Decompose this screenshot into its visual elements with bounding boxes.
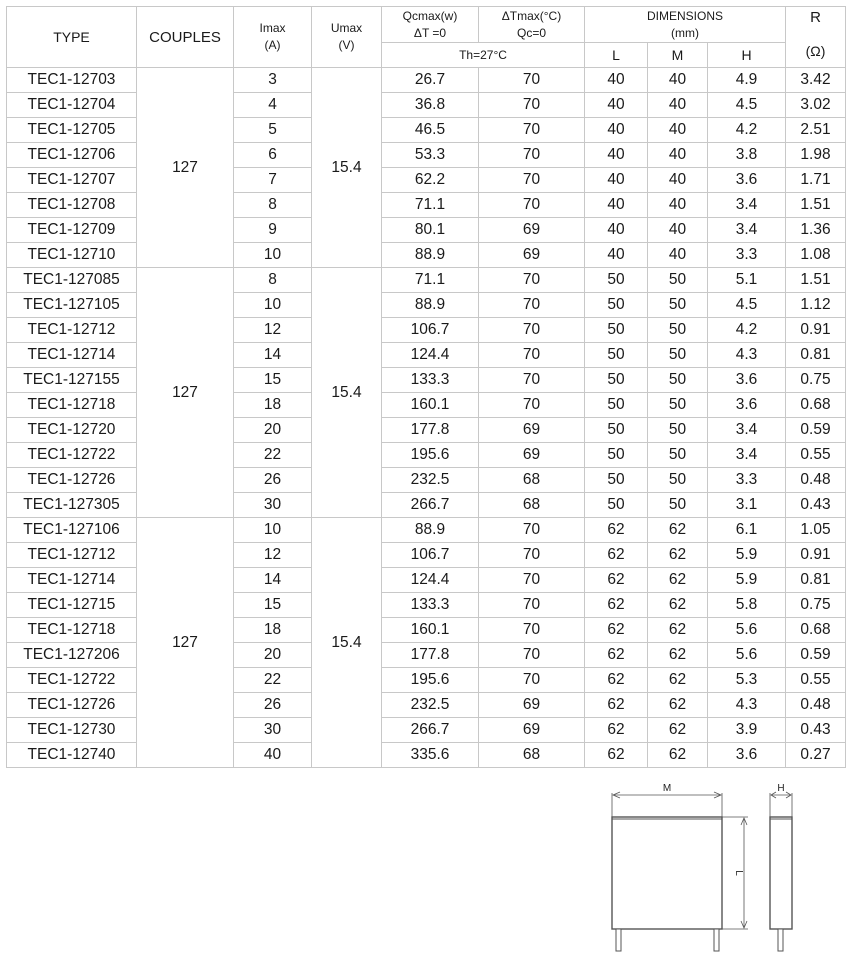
cell-r: 0.81 <box>786 568 846 593</box>
table-row <box>7 168 846 193</box>
cell-qcmax: 195.6 <box>382 443 479 468</box>
cell-qcmax: 266.7 <box>382 718 479 743</box>
cell-h: 4.5 <box>708 293 786 318</box>
cell-dtmax: 70 <box>479 643 585 668</box>
cell-umax: 15.4 <box>312 68 382 268</box>
cell-h: 3.3 <box>708 243 786 268</box>
cell-l: 62 <box>585 518 648 543</box>
cell-qcmax: 160.1 <box>382 618 479 643</box>
cell-h: 4.2 <box>708 118 786 143</box>
cell-h: 3.4 <box>708 193 786 218</box>
cell-h: 5.3 <box>708 668 786 693</box>
header-r-unit: (Ω) <box>805 43 826 59</box>
cell-type: TEC1-12707 <box>7 168 137 193</box>
lead-wire-right <box>714 929 719 951</box>
cell-r: 0.27 <box>786 743 846 768</box>
cell-type: TEC1-12708 <box>7 193 137 218</box>
cell-qcmax: 88.9 <box>382 243 479 268</box>
cell-r: 1.51 <box>786 268 846 293</box>
cell-r: 0.91 <box>786 318 846 343</box>
table-row <box>7 268 846 293</box>
table-header <box>7 7 846 68</box>
cell-imax: 20 <box>234 418 312 443</box>
cell-h: 3.6 <box>708 168 786 193</box>
cell-umax: 15.4 <box>312 518 382 768</box>
cell-m: 62 <box>648 568 708 593</box>
cell-l: 62 <box>585 643 648 668</box>
cell-umax: 15.4 <box>312 268 382 518</box>
cell-dtmax: 69 <box>479 443 585 468</box>
cell-imax: 4 <box>234 93 312 118</box>
header-dtmax <box>479 7 585 43</box>
cell-r: 0.43 <box>786 493 846 518</box>
table-row <box>7 343 846 368</box>
cell-type: TEC1-12722 <box>7 443 137 468</box>
cell-type: TEC1-12710 <box>7 243 137 268</box>
cell-type: TEC1-12712 <box>7 318 137 343</box>
cell-r: 1.36 <box>786 218 846 243</box>
cell-dtmax: 70 <box>479 618 585 643</box>
table-row <box>7 593 846 618</box>
header-umax-label: Umax <box>330 21 363 35</box>
cell-imax: 12 <box>234 318 312 343</box>
cell-l: 62 <box>585 668 648 693</box>
header-th-condition: Th=27°C <box>382 43 585 68</box>
cell-r: 0.81 <box>786 343 846 368</box>
cell-type: TEC1-12718 <box>7 393 137 418</box>
cell-l: 62 <box>585 593 648 618</box>
cell-qcmax: 71.1 <box>382 268 479 293</box>
table-row <box>7 243 846 268</box>
cell-dtmax: 70 <box>479 668 585 693</box>
cell-qcmax: 88.9 <box>382 518 479 543</box>
cell-l: 40 <box>585 243 648 268</box>
cell-imax: 10 <box>234 293 312 318</box>
cell-m: 40 <box>648 93 708 118</box>
cell-r: 0.55 <box>786 668 846 693</box>
table-row <box>7 693 846 718</box>
table-row <box>7 218 846 243</box>
table-row <box>7 543 846 568</box>
cell-dtmax: 70 <box>479 568 585 593</box>
cell-h: 5.9 <box>708 568 786 593</box>
cell-m: 62 <box>648 668 708 693</box>
cell-l: 40 <box>585 168 648 193</box>
cell-type: TEC1-127106 <box>7 518 137 543</box>
header-qcmax <box>382 7 479 43</box>
cell-r: 0.48 <box>786 693 846 718</box>
header-r <box>786 7 846 68</box>
cell-qcmax: 46.5 <box>382 118 479 143</box>
lead-wire-left <box>616 929 621 951</box>
cell-type: TEC1-12730 <box>7 718 137 743</box>
cell-m: 62 <box>648 518 708 543</box>
table-row <box>7 418 846 443</box>
cell-r: 2.51 <box>786 118 846 143</box>
cell-dtmax: 69 <box>479 718 585 743</box>
cell-dtmax: 70 <box>479 93 585 118</box>
cell-m: 50 <box>648 493 708 518</box>
cell-imax: 22 <box>234 668 312 693</box>
table-row <box>7 718 846 743</box>
cell-h: 3.6 <box>708 368 786 393</box>
cell-type: TEC1-12726 <box>7 693 137 718</box>
cell-dtmax: 70 <box>479 393 585 418</box>
cell-h: 3.4 <box>708 443 786 468</box>
label-l: L <box>733 870 744 876</box>
cell-m: 40 <box>648 68 708 93</box>
cell-h: 3.1 <box>708 493 786 518</box>
cell-imax: 26 <box>234 468 312 493</box>
cell-r: 0.68 <box>786 393 846 418</box>
cell-m: 40 <box>648 243 708 268</box>
cell-l: 50 <box>585 293 648 318</box>
cell-dtmax: 70 <box>479 143 585 168</box>
cell-imax: 15 <box>234 368 312 393</box>
cell-dtmax: 70 <box>479 168 585 193</box>
cell-imax: 15 <box>234 593 312 618</box>
cell-qcmax: 133.3 <box>382 593 479 618</box>
cell-l: 40 <box>585 68 648 93</box>
cell-dtmax: 70 <box>479 293 585 318</box>
cell-imax: 9 <box>234 218 312 243</box>
cell-qcmax: 53.3 <box>382 143 479 168</box>
cell-m: 62 <box>648 743 708 768</box>
cell-m: 62 <box>648 643 708 668</box>
cell-imax: 3 <box>234 68 312 93</box>
header-dtmax-cond: Qc=0 <box>516 25 546 40</box>
cell-dtmax: 69 <box>479 418 585 443</box>
cell-dtmax: 70 <box>479 593 585 618</box>
cell-imax: 8 <box>234 193 312 218</box>
header-qcmax-label: Qcmax(w) <box>402 8 458 23</box>
cell-qcmax: 71.1 <box>382 193 479 218</box>
header-dim-m: M <box>648 43 708 68</box>
cell-imax: 6 <box>234 143 312 168</box>
cell-imax: 26 <box>234 693 312 718</box>
cell-qcmax: 335.6 <box>382 743 479 768</box>
cell-m: 50 <box>648 393 708 418</box>
module-dimension-diagram <box>600 775 820 960</box>
cell-r: 3.42 <box>786 68 846 93</box>
cell-m: 62 <box>648 618 708 643</box>
header-type: TYPE <box>7 7 137 68</box>
cell-couples: 127 <box>137 68 234 268</box>
table-row <box>7 668 846 693</box>
cell-m: 50 <box>648 343 708 368</box>
cell-couples: 127 <box>137 268 234 518</box>
header-dim-h: H <box>708 43 786 68</box>
header-r-label: R <box>810 9 821 26</box>
table-row <box>7 93 846 118</box>
cell-m: 40 <box>648 143 708 168</box>
cell-l: 50 <box>585 318 648 343</box>
cell-r: 0.59 <box>786 643 846 668</box>
cell-type: TEC1-12722 <box>7 668 137 693</box>
cell-l: 50 <box>585 493 648 518</box>
cell-h: 3.3 <box>708 468 786 493</box>
cell-qcmax: 177.8 <box>382 643 479 668</box>
cell-dtmax: 70 <box>479 318 585 343</box>
cell-r: 3.02 <box>786 93 846 118</box>
table-row <box>7 443 846 468</box>
cell-h: 3.6 <box>708 393 786 418</box>
table-row <box>7 193 846 218</box>
header-imax <box>234 7 312 68</box>
cell-imax: 10 <box>234 243 312 268</box>
cell-dtmax: 69 <box>479 218 585 243</box>
table-row <box>7 68 846 93</box>
cell-l: 62 <box>585 618 648 643</box>
table-row <box>7 393 846 418</box>
cell-l: 50 <box>585 393 648 418</box>
table-row <box>7 143 846 168</box>
cell-h: 5.8 <box>708 593 786 618</box>
cell-imax: 7 <box>234 168 312 193</box>
cell-h: 4.3 <box>708 693 786 718</box>
table-body <box>7 68 846 768</box>
table-row <box>7 568 846 593</box>
cell-dtmax: 70 <box>479 118 585 143</box>
cell-type: TEC1-127085 <box>7 268 137 293</box>
table-row <box>7 643 846 668</box>
cell-dtmax: 70 <box>479 193 585 218</box>
cell-qcmax: 88.9 <box>382 293 479 318</box>
cell-type: TEC1-12740 <box>7 743 137 768</box>
cell-l: 62 <box>585 743 648 768</box>
cell-m: 62 <box>648 718 708 743</box>
cell-qcmax: 124.4 <box>382 343 479 368</box>
cell-h: 3.8 <box>708 143 786 168</box>
cell-m: 62 <box>648 693 708 718</box>
cell-type: TEC1-127305 <box>7 493 137 518</box>
header-umax-unit: (V) <box>338 38 355 52</box>
cell-dtmax: 70 <box>479 68 585 93</box>
cell-dtmax: 68 <box>479 468 585 493</box>
cell-h: 5.6 <box>708 618 786 643</box>
header-qcmax-cond: ΔT =0 <box>413 25 447 40</box>
cell-l: 50 <box>585 368 648 393</box>
cell-r: 0.48 <box>786 468 846 493</box>
cell-qcmax: 232.5 <box>382 468 479 493</box>
cell-dtmax: 70 <box>479 343 585 368</box>
cell-l: 40 <box>585 218 648 243</box>
cell-type: TEC1-12720 <box>7 418 137 443</box>
cell-dtmax: 69 <box>479 243 585 268</box>
cell-h: 6.1 <box>708 518 786 543</box>
cell-r: 0.75 <box>786 593 846 618</box>
cell-qcmax: 133.3 <box>382 368 479 393</box>
cell-dtmax: 70 <box>479 268 585 293</box>
cell-qcmax: 160.1 <box>382 393 479 418</box>
cell-type: TEC1-12712 <box>7 543 137 568</box>
cell-imax: 10 <box>234 518 312 543</box>
cell-h: 5.1 <box>708 268 786 293</box>
cell-m: 40 <box>648 168 708 193</box>
cell-dtmax: 70 <box>479 543 585 568</box>
cell-m: 50 <box>648 268 708 293</box>
cell-dtmax: 69 <box>479 693 585 718</box>
cell-qcmax: 266.7 <box>382 493 479 518</box>
header-dimensions-unit: (mm) <box>671 25 699 40</box>
cell-l: 50 <box>585 418 648 443</box>
cell-h: 3.6 <box>708 743 786 768</box>
table-row <box>7 118 846 143</box>
cell-imax: 14 <box>234 343 312 368</box>
cell-h: 5.6 <box>708 643 786 668</box>
cell-qcmax: 232.5 <box>382 693 479 718</box>
cell-m: 62 <box>648 543 708 568</box>
cell-type: TEC1-12714 <box>7 568 137 593</box>
cell-qcmax: 106.7 <box>382 543 479 568</box>
cell-imax: 30 <box>234 718 312 743</box>
cell-dtmax: 70 <box>479 518 585 543</box>
cell-r: 1.51 <box>786 193 846 218</box>
cell-imax: 8 <box>234 268 312 293</box>
header-umax <box>312 7 382 68</box>
table-row <box>7 368 846 393</box>
front-view <box>612 792 748 951</box>
cell-qcmax: 106.7 <box>382 318 479 343</box>
table-row <box>7 493 846 518</box>
cell-h: 3.9 <box>708 718 786 743</box>
table-row <box>7 518 846 543</box>
cell-r: 0.55 <box>786 443 846 468</box>
cell-qcmax: 26.7 <box>382 68 479 93</box>
cell-l: 50 <box>585 343 648 368</box>
cell-dtmax: 68 <box>479 743 585 768</box>
tec-spec-table <box>6 6 846 768</box>
cell-type: TEC1-12704 <box>7 93 137 118</box>
cell-l: 62 <box>585 568 648 593</box>
cell-l: 50 <box>585 443 648 468</box>
cell-imax: 22 <box>234 443 312 468</box>
cell-l: 40 <box>585 93 648 118</box>
cell-r: 0.91 <box>786 543 846 568</box>
cell-type: TEC1-12715 <box>7 593 137 618</box>
label-m: M <box>662 783 672 794</box>
cell-r: 0.68 <box>786 618 846 643</box>
cell-imax: 30 <box>234 493 312 518</box>
cell-r: 0.75 <box>786 368 846 393</box>
header-couples: COUPLES <box>137 7 234 68</box>
cell-l: 40 <box>585 143 648 168</box>
cell-m: 40 <box>648 193 708 218</box>
cell-l: 40 <box>585 118 648 143</box>
header-dim-l: L <box>585 43 648 68</box>
cell-imax: 40 <box>234 743 312 768</box>
cell-m: 50 <box>648 293 708 318</box>
cell-r: 0.59 <box>786 418 846 443</box>
table-row <box>7 293 846 318</box>
lead-wire-side <box>778 929 783 951</box>
cell-qcmax: 195.6 <box>382 668 479 693</box>
cell-l: 50 <box>585 468 648 493</box>
cell-type: TEC1-127155 <box>7 368 137 393</box>
cell-h: 4.2 <box>708 318 786 343</box>
label-h: H <box>777 783 785 794</box>
cell-r: 0.43 <box>786 718 846 743</box>
cell-imax: 14 <box>234 568 312 593</box>
cell-r: 1.71 <box>786 168 846 193</box>
cell-m: 50 <box>648 468 708 493</box>
cell-h: 4.9 <box>708 68 786 93</box>
cell-r: 1.08 <box>786 243 846 268</box>
cell-type: TEC1-12703 <box>7 68 137 93</box>
cell-l: 62 <box>585 718 648 743</box>
cell-h: 5.9 <box>708 543 786 568</box>
cell-l: 62 <box>585 543 648 568</box>
module-body-side <box>770 817 792 929</box>
cell-r: 1.98 <box>786 143 846 168</box>
cell-qcmax: 62.2 <box>382 168 479 193</box>
cell-r: 1.12 <box>786 293 846 318</box>
cell-imax: 20 <box>234 643 312 668</box>
cell-h: 4.5 <box>708 93 786 118</box>
cell-m: 40 <box>648 118 708 143</box>
cell-imax: 5 <box>234 118 312 143</box>
side-view <box>770 792 792 951</box>
cell-dtmax: 70 <box>479 368 585 393</box>
table-row <box>7 743 846 768</box>
table-row <box>7 618 846 643</box>
cell-couples: 127 <box>137 518 234 768</box>
header-dtmax-label: ΔTmax(°C) <box>501 8 562 23</box>
header-imax-label: Imax <box>259 21 286 35</box>
cell-h: 4.3 <box>708 343 786 368</box>
cell-type: TEC1-12718 <box>7 618 137 643</box>
header-imax-unit: (A) <box>264 38 281 52</box>
cell-m: 40 <box>648 218 708 243</box>
cell-type: TEC1-127105 <box>7 293 137 318</box>
cell-l: 40 <box>585 193 648 218</box>
cell-type: TEC1-12705 <box>7 118 137 143</box>
module-body-front <box>612 817 722 929</box>
cell-m: 50 <box>648 368 708 393</box>
cell-l: 62 <box>585 693 648 718</box>
cell-h: 3.4 <box>708 218 786 243</box>
cell-m: 62 <box>648 593 708 618</box>
cell-imax: 18 <box>234 618 312 643</box>
cell-m: 50 <box>648 318 708 343</box>
cell-type: TEC1-12709 <box>7 218 137 243</box>
cell-type: TEC1-127206 <box>7 643 137 668</box>
table-row <box>7 318 846 343</box>
cell-dtmax: 68 <box>479 493 585 518</box>
cell-imax: 12 <box>234 543 312 568</box>
table-row <box>7 468 846 493</box>
cell-qcmax: 124.4 <box>382 568 479 593</box>
cell-type: TEC1-12726 <box>7 468 137 493</box>
cell-type: TEC1-12714 <box>7 343 137 368</box>
cell-r: 1.05 <box>786 518 846 543</box>
cell-qcmax: 80.1 <box>382 218 479 243</box>
header-dimensions <box>585 7 786 43</box>
cell-m: 50 <box>648 418 708 443</box>
cell-qcmax: 36.8 <box>382 93 479 118</box>
header-dimensions-label: DIMENSIONS <box>646 8 723 23</box>
cell-m: 50 <box>648 443 708 468</box>
cell-h: 3.4 <box>708 418 786 443</box>
cell-imax: 18 <box>234 393 312 418</box>
cell-type: TEC1-12706 <box>7 143 137 168</box>
cell-qcmax: 177.8 <box>382 418 479 443</box>
cell-l: 50 <box>585 268 648 293</box>
